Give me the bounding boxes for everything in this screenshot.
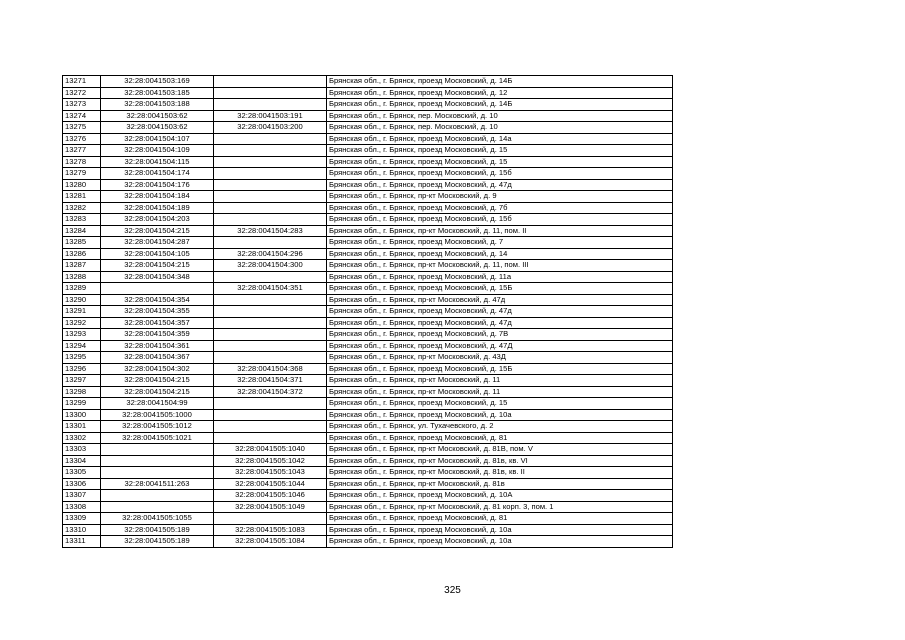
cadastral-number-cell: 32:28:0041504:107 — [101, 133, 214, 145]
related-cadastral-number-cell: 32:28:0041505:1084 — [214, 536, 327, 548]
related-cadastral-number-cell: 32:28:0041505:1083 — [214, 524, 327, 536]
table-row — [63, 294, 673, 306]
table-row — [63, 398, 673, 410]
row-number-cell: 13306 — [63, 478, 101, 490]
page-number: 325 — [444, 585, 461, 596]
table-row — [63, 444, 673, 456]
address-cell: Брянская обл., г. Брянск, пр-кт Московский, д. 11, пом. II — [327, 225, 673, 237]
table-row — [63, 76, 673, 88]
cadastral-number-cell: 32:28:0041504:287 — [101, 237, 214, 249]
address-cell: Брянская обл., г. Брянск, ул. Тухачевского, д. 2 — [327, 421, 673, 433]
table-row — [63, 283, 673, 295]
table-row — [63, 179, 673, 191]
row-number-cell: 13286 — [63, 248, 101, 260]
related-cadastral-number-cell — [214, 76, 327, 88]
cadastral-number-cell: 32:28:0041503:62 — [101, 110, 214, 122]
address-cell: Брянская обл., г. Брянск, проезд Московский, д. 47Д — [327, 340, 673, 352]
table-row — [63, 202, 673, 214]
address-cell: Брянская обл., г. Брянск, проезд Московский, д. 15 — [327, 156, 673, 168]
cadastral-number-cell — [101, 467, 214, 479]
row-number-cell: 13272 — [63, 87, 101, 99]
row-number-cell: 13299 — [63, 398, 101, 410]
related-cadastral-number-cell — [214, 133, 327, 145]
table-row — [63, 133, 673, 145]
table-row — [63, 363, 673, 375]
address-cell: Брянская обл., г. Брянск, пр-кт Московский, д. 81в — [327, 478, 673, 490]
related-cadastral-number-cell: 32:28:0041503:200 — [214, 122, 327, 134]
cadastral-number-cell: 32:28:0041504:355 — [101, 306, 214, 318]
row-number-cell: 13279 — [63, 168, 101, 180]
row-number-cell: 13275 — [63, 122, 101, 134]
address-cell: Брянская обл., г. Брянск, пр-кт Московский, д. 11 — [327, 375, 673, 387]
row-number-cell: 13308 — [63, 501, 101, 513]
cadastral-number-cell: 32:28:0041504:215 — [101, 375, 214, 387]
address-cell: Брянская обл., г. Брянск, пер. Московский, д. 10 — [327, 110, 673, 122]
cadastral-number-cell: 32:28:0041504:354 — [101, 294, 214, 306]
related-cadastral-number-cell — [214, 294, 327, 306]
row-number-cell: 13307 — [63, 490, 101, 502]
row-number-cell: 13281 — [63, 191, 101, 203]
cadastral-number-cell: 32:28:0041504:184 — [101, 191, 214, 203]
row-number-cell: 13290 — [63, 294, 101, 306]
address-cell: Брянская обл., г. Брянск, пр-кт Московский, д. 81в, кв. VI — [327, 455, 673, 467]
address-cell: Брянская обл., г. Брянск, пр-кт Московский, д. 11, пом. III — [327, 260, 673, 272]
cadastral-number-cell: 32:28:0041503:62 — [101, 122, 214, 134]
related-cadastral-number-cell: 32:28:0041504:283 — [214, 225, 327, 237]
address-cell: Брянская обл., г. Брянск, проезд Московский, д. 12 — [327, 87, 673, 99]
table-row — [63, 513, 673, 525]
address-cell: Брянская обл., г. Брянск, проезд Московский, д. 10а — [327, 536, 673, 548]
related-cadastral-number-cell — [214, 191, 327, 203]
table-row — [63, 317, 673, 329]
table-row — [63, 409, 673, 421]
cadastral-number-cell: 32:28:0041504:109 — [101, 145, 214, 157]
address-cell: Брянская обл., г. Брянск, проезд Московский, д. 47д — [327, 306, 673, 318]
row-number-cell: 13309 — [63, 513, 101, 525]
related-cadastral-number-cell — [214, 156, 327, 168]
table-row — [63, 87, 673, 99]
cadastral-table — [62, 75, 673, 548]
address-cell: Брянская обл., г. Брянск, пр-кт Московский, д. 47д — [327, 294, 673, 306]
related-cadastral-number-cell: 32:28:0041504:296 — [214, 248, 327, 260]
table-row — [63, 478, 673, 490]
table-row — [63, 524, 673, 536]
cadastral-number-cell: 32:28:0041504:203 — [101, 214, 214, 226]
related-cadastral-number-cell: 32:28:0041504:371 — [214, 375, 327, 387]
row-number-cell: 13305 — [63, 467, 101, 479]
table-row — [63, 467, 673, 479]
related-cadastral-number-cell — [214, 352, 327, 364]
table-row — [63, 271, 673, 283]
row-number-cell: 13304 — [63, 455, 101, 467]
row-number-cell: 13276 — [63, 133, 101, 145]
address-cell: Брянская обл., г. Брянск, проезд Московский, д. 7 — [327, 237, 673, 249]
related-cadastral-number-cell — [214, 432, 327, 444]
row-number-cell: 13282 — [63, 202, 101, 214]
table-row — [63, 191, 673, 203]
related-cadastral-number-cell: 32:28:0041504:368 — [214, 363, 327, 375]
related-cadastral-number-cell: 32:28:0041505:1042 — [214, 455, 327, 467]
address-cell: Брянская обл., г. Брянск, проезд Московский, д. 15 — [327, 398, 673, 410]
address-cell: Брянская обл., г. Брянск, проезд Московский, д. 15б — [327, 214, 673, 226]
address-cell: Брянская обл., г. Брянск, проезд Московский, д. 15 — [327, 145, 673, 157]
table-row — [63, 490, 673, 502]
cadastral-number-cell: 32:28:0041505:1012 — [101, 421, 214, 433]
row-number-cell: 13288 — [63, 271, 101, 283]
row-number-cell: 13294 — [63, 340, 101, 352]
address-cell: Брянская обл., г. Брянск, проезд Московский, д. 7В — [327, 329, 673, 341]
related-cadastral-number-cell: 32:28:0041504:300 — [214, 260, 327, 272]
cadastral-number-cell: 32:28:0041504:189 — [101, 202, 214, 214]
cadastral-number-cell: 32:28:0041505:1055 — [101, 513, 214, 525]
table-row — [63, 214, 673, 226]
row-number-cell: 13303 — [63, 444, 101, 456]
address-cell: Брянская обл., г. Брянск, пер. Московский, д. 10 — [327, 122, 673, 134]
row-number-cell: 13291 — [63, 306, 101, 318]
related-cadastral-number-cell — [214, 398, 327, 410]
related-cadastral-number-cell: 32:28:0041505:1046 — [214, 490, 327, 502]
table-row — [63, 122, 673, 134]
cadastral-number-cell — [101, 455, 214, 467]
cadastral-number-cell: 32:28:0041505:1021 — [101, 432, 214, 444]
related-cadastral-number-cell — [214, 179, 327, 191]
address-cell: Брянская обл., г. Брянск, проезд Московский, д. 14а — [327, 133, 673, 145]
row-number-cell: 13277 — [63, 145, 101, 157]
table-row — [63, 536, 673, 548]
address-cell: Брянская обл., г. Брянск, пр-кт Московский, д. 81В, пом. V — [327, 444, 673, 456]
address-cell: Брянская обл., г. Брянск, проезд Московский, д. 15Б — [327, 363, 673, 375]
row-number-cell: 13283 — [63, 214, 101, 226]
cadastral-number-cell: 32:28:0041504:105 — [101, 248, 214, 260]
address-cell: Брянская обл., г. Брянск, проезд Московский, д. 15Б — [327, 283, 673, 295]
table-row — [63, 99, 673, 111]
table-row — [63, 260, 673, 272]
table-row — [63, 145, 673, 157]
table-row — [63, 386, 673, 398]
related-cadastral-number-cell: 32:28:0041504:372 — [214, 386, 327, 398]
cadastral-number-cell: 32:28:0041504:215 — [101, 260, 214, 272]
cadastral-number-cell: 32:28:0041503:188 — [101, 99, 214, 111]
related-cadastral-number-cell — [214, 202, 327, 214]
table-row — [63, 501, 673, 513]
address-cell: Брянская обл., г. Брянск, проезд Московский, д. 47д — [327, 317, 673, 329]
address-cell: Брянская обл., г. Брянск, пр-кт Московский, д. 9 — [327, 191, 673, 203]
cadastral-number-cell: 32:28:0041511:263 — [101, 478, 214, 490]
related-cadastral-number-cell — [214, 329, 327, 341]
cadastral-number-cell — [101, 501, 214, 513]
table-row — [63, 352, 673, 364]
related-cadastral-number-cell — [214, 87, 327, 99]
row-number-cell: 13289 — [63, 283, 101, 295]
address-cell: Брянская обл., г. Брянск, проезд Московский, д. 81 — [327, 432, 673, 444]
related-cadastral-number-cell — [214, 237, 327, 249]
row-number-cell: 13273 — [63, 99, 101, 111]
table-row — [63, 455, 673, 467]
table-row — [63, 110, 673, 122]
row-number-cell: 13284 — [63, 225, 101, 237]
table-row — [63, 168, 673, 180]
address-cell: Брянская обл., г. Брянск, проезд Московский, д. 15б — [327, 168, 673, 180]
related-cadastral-number-cell — [214, 317, 327, 329]
address-cell: Брянская обл., г. Брянск, пр-кт Московский, д. 11 — [327, 386, 673, 398]
table-row — [63, 432, 673, 444]
address-cell: Брянская обл., г. Брянск, проезд Московский, д. 11а — [327, 271, 673, 283]
related-cadastral-number-cell — [214, 513, 327, 525]
table-row — [63, 156, 673, 168]
table-row — [63, 421, 673, 433]
cadastral-number-cell — [101, 283, 214, 295]
table-row — [63, 225, 673, 237]
related-cadastral-number-cell — [214, 145, 327, 157]
related-cadastral-number-cell — [214, 421, 327, 433]
related-cadastral-number-cell — [214, 409, 327, 421]
related-cadastral-number-cell — [214, 168, 327, 180]
address-cell: Брянская обл., г. Брянск, проезд Московский, д. 7б — [327, 202, 673, 214]
address-cell: Брянская обл., г. Брянск, пр-кт Московский, д. 43Д — [327, 352, 673, 364]
related-cadastral-number-cell: 32:28:0041505:1049 — [214, 501, 327, 513]
address-cell: Брянская обл., г. Брянск, проезд Московский, д. 10а — [327, 524, 673, 536]
cadastral-number-cell: 32:28:0041504:348 — [101, 271, 214, 283]
cadastral-number-cell: 32:28:0041505:189 — [101, 536, 214, 548]
row-number-cell: 13292 — [63, 317, 101, 329]
cadastral-number-cell: 32:28:0041505:189 — [101, 524, 214, 536]
row-number-cell: 13293 — [63, 329, 101, 341]
address-cell: Брянская обл., г. Брянск, проезд Московский, д. 14 — [327, 248, 673, 260]
cadastral-number-cell: 32:28:0041504:302 — [101, 363, 214, 375]
table-row — [63, 248, 673, 260]
row-number-cell: 13285 — [63, 237, 101, 249]
table-body — [63, 76, 673, 548]
row-number-cell: 13278 — [63, 156, 101, 168]
address-cell: Брянская обл., г. Брянск, проезд Московский, д. 14Б — [327, 76, 673, 88]
table-row — [63, 237, 673, 249]
cadastral-number-cell: 32:28:0041504:176 — [101, 179, 214, 191]
related-cadastral-number-cell: 32:28:0041503:191 — [214, 110, 327, 122]
row-number-cell: 13298 — [63, 386, 101, 398]
cadastral-number-cell: 32:28:0041504:115 — [101, 156, 214, 168]
row-number-cell: 13295 — [63, 352, 101, 364]
table-row — [63, 329, 673, 341]
cadastral-number-cell: 32:28:0041504:367 — [101, 352, 214, 364]
related-cadastral-number-cell: 32:28:0041505:1044 — [214, 478, 327, 490]
table-row — [63, 340, 673, 352]
related-cadastral-number-cell — [214, 271, 327, 283]
cadastral-number-cell: 32:28:0041504:361 — [101, 340, 214, 352]
cadastral-number-cell: 32:28:0041504:215 — [101, 225, 214, 237]
cadastral-number-cell: 32:28:0041504:215 — [101, 386, 214, 398]
cadastral-number-cell — [101, 444, 214, 456]
related-cadastral-number-cell: 32:28:0041504:351 — [214, 283, 327, 295]
row-number-cell: 13301 — [63, 421, 101, 433]
related-cadastral-number-cell: 32:28:0041505:1040 — [214, 444, 327, 456]
cadastral-number-cell: 32:28:0041504:174 — [101, 168, 214, 180]
row-number-cell: 13302 — [63, 432, 101, 444]
address-cell: Брянская обл., г. Брянск, проезд Московский, д. 10А — [327, 490, 673, 502]
row-number-cell: 13280 — [63, 179, 101, 191]
cadastral-number-cell: 32:28:0041504:357 — [101, 317, 214, 329]
related-cadastral-number-cell: 32:28:0041505:1043 — [214, 467, 327, 479]
address-cell: Брянская обл., г. Брянск, пр-кт Московский, д. 81 корп. 3, пом. 1 — [327, 501, 673, 513]
address-cell: Брянская обл., г. Брянск, проезд Московский, д. 10а — [327, 409, 673, 421]
related-cadastral-number-cell — [214, 340, 327, 352]
address-cell: Брянская обл., г. Брянск, пр-кт Московский, д. 81в, кв. II — [327, 467, 673, 479]
address-cell: Брянская обл., г. Брянск, проезд Московский, д. 47д — [327, 179, 673, 191]
cadastral-number-cell: 32:28:0041505:1000 — [101, 409, 214, 421]
related-cadastral-number-cell — [214, 99, 327, 111]
cadastral-number-cell: 32:28:0041503:169 — [101, 76, 214, 88]
row-number-cell: 13271 — [63, 76, 101, 88]
related-cadastral-number-cell — [214, 306, 327, 318]
row-number-cell: 13300 — [63, 409, 101, 421]
related-cadastral-number-cell — [214, 214, 327, 226]
row-number-cell: 13274 — [63, 110, 101, 122]
cadastral-number-cell: 32:28:0041503:185 — [101, 87, 214, 99]
cadastral-number-cell — [101, 490, 214, 502]
table-row — [63, 375, 673, 387]
row-number-cell: 13297 — [63, 375, 101, 387]
cadastral-number-cell: 32:28:0041504:99 — [101, 398, 214, 410]
address-cell: Брянская обл., г. Брянск, проезд Московский, д. 14Б — [327, 99, 673, 111]
row-number-cell: 13296 — [63, 363, 101, 375]
cadastral-number-cell: 32:28:0041504:359 — [101, 329, 214, 341]
row-number-cell: 13287 — [63, 260, 101, 272]
row-number-cell: 13310 — [63, 524, 101, 536]
row-number-cell: 13311 — [63, 536, 101, 548]
table-row — [63, 306, 673, 318]
address-cell: Брянская обл., г. Брянск, проезд Московский, д. 81 — [327, 513, 673, 525]
